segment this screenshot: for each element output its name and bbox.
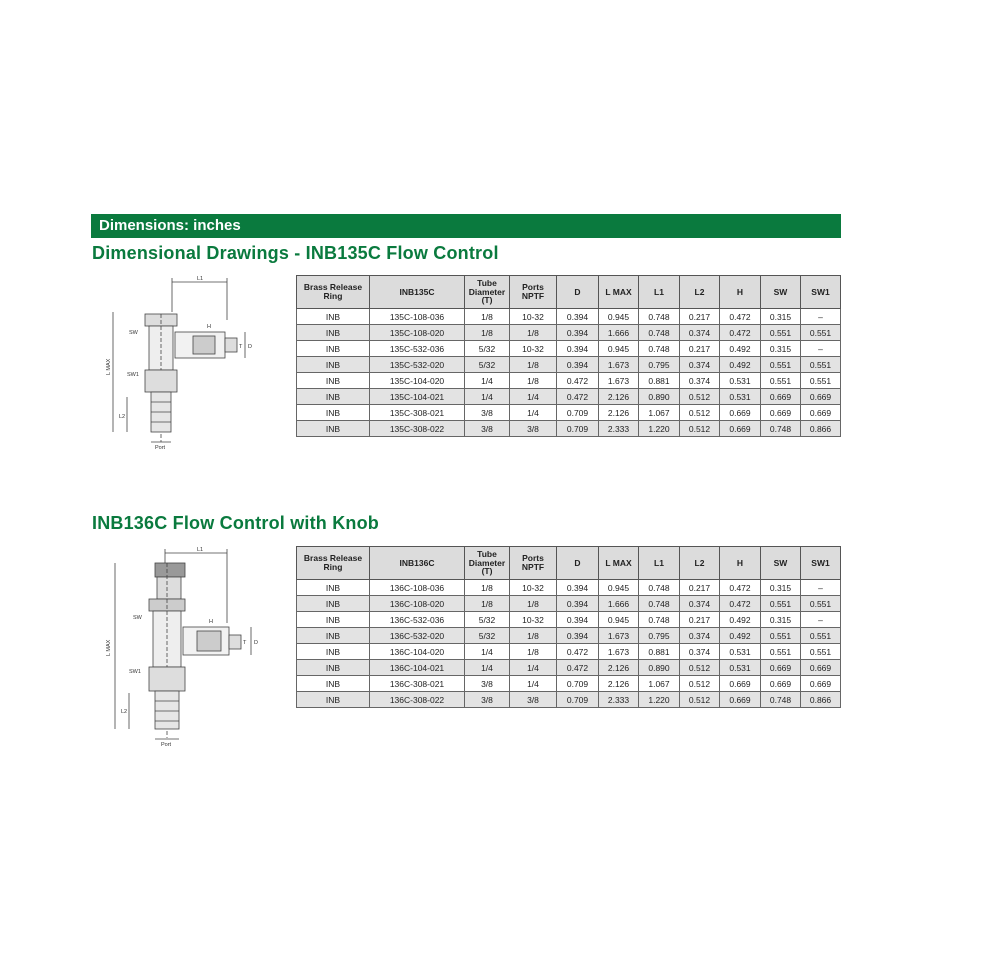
table-cell: 136C-308-022 [370, 692, 465, 708]
drawing-label-l2: L2 [121, 709, 128, 715]
table-cell: 0.472 [720, 596, 761, 612]
table-cell: 136C-104-020 [370, 644, 465, 660]
table-cell: 0.531 [720, 644, 761, 660]
table-row [297, 596, 841, 612]
table-cell: 3/8 [465, 421, 510, 437]
table-cell: 0.472 [720, 580, 761, 596]
table-header-row [297, 547, 841, 580]
table-cell: 0.669 [801, 660, 841, 676]
table-cell: 0.492 [720, 341, 761, 357]
table-row [297, 612, 841, 628]
table-cell: 136C-532-036 [370, 612, 465, 628]
table-cell: 1/8 [510, 325, 557, 341]
table-cell: 2.126 [599, 676, 639, 692]
table-cell: INB [297, 580, 370, 596]
table-row [297, 325, 841, 341]
table-cell: 1.220 [639, 421, 680, 437]
table-cell: INB [297, 628, 370, 644]
table-cell: 0.374 [680, 373, 720, 389]
table-cell: 0.472 [557, 660, 599, 676]
table-cell: 0.551 [761, 357, 801, 373]
table-cell: 0.795 [639, 357, 680, 373]
table-cell: 135C-104-020 [370, 373, 465, 389]
drawing-label-d: D [254, 640, 258, 646]
table-cell: 0.748 [639, 325, 680, 341]
drawing-label-sw: SW [133, 615, 142, 621]
drawing-label-l2: L2 [119, 414, 126, 420]
drawing-label-lmax: L MAX [106, 358, 112, 375]
table-cell: 136C-108-020 [370, 596, 465, 612]
table-cell: 0.748 [761, 421, 801, 437]
inb136c-drawing [105, 543, 270, 753]
column-header: Ports NPTF [510, 276, 557, 309]
drawing-label-lmax: L MAX [106, 639, 112, 656]
table-cell: 0.512 [680, 405, 720, 421]
table-cell: 5/32 [465, 612, 510, 628]
drawing-label-l1: L1 [197, 276, 204, 282]
table-cell: 0.374 [680, 596, 720, 612]
table-cell: 0.748 [639, 596, 680, 612]
column-header: Ports NPTF [510, 547, 557, 580]
drawing-label-l1: L1 [197, 547, 204, 553]
column-header: SW [761, 276, 801, 309]
table-cell: 3/8 [465, 405, 510, 421]
table-cell: 135C-108-036 [370, 309, 465, 325]
table-cell: 0.394 [557, 357, 599, 373]
table-cell: 10-32 [510, 612, 557, 628]
table-cell: INB [297, 373, 370, 389]
table-cell: 2.126 [599, 389, 639, 405]
table-cell: 1/4 [510, 676, 557, 692]
table-cell: 0.551 [761, 325, 801, 341]
table-cell: 0.315 [761, 612, 801, 628]
table-cell: 0.512 [680, 421, 720, 437]
drawing-label-h: H [209, 619, 213, 625]
table-cell: INB [297, 389, 370, 405]
inb136c-dimension-table [296, 546, 841, 708]
table-cell: 1/4 [510, 660, 557, 676]
table-cell: 1/8 [510, 644, 557, 660]
table-cell: 0.669 [720, 676, 761, 692]
table-cell: 0.217 [680, 612, 720, 628]
table-cell: INB [297, 341, 370, 357]
table-cell: 0.748 [639, 309, 680, 325]
table-cell: 0.512 [680, 660, 720, 676]
column-header: D [557, 276, 599, 309]
table-row [297, 357, 841, 373]
table-cell: 0.945 [599, 580, 639, 596]
table-cell: 0.394 [557, 309, 599, 325]
table-cell: – [801, 580, 841, 596]
table-cell: 0.315 [761, 309, 801, 325]
table-cell: 1/4 [465, 389, 510, 405]
table-cell: – [801, 309, 841, 325]
column-header: SW [761, 547, 801, 580]
table-cell: 0.890 [639, 660, 680, 676]
table-cell: 2.333 [599, 421, 639, 437]
section-title-inb135c: Dimensional Drawings - INB135C Flow Control [92, 243, 499, 263]
table-cell: 5/32 [465, 628, 510, 644]
table-cell: 1/4 [510, 389, 557, 405]
table-cell: 0.748 [639, 341, 680, 357]
table-cell: 0.374 [680, 628, 720, 644]
table-cell: 0.472 [720, 325, 761, 341]
table-cell: 0.374 [680, 644, 720, 660]
table-cell: 1.067 [639, 676, 680, 692]
table-cell: 0.394 [557, 628, 599, 644]
column-header: L2 [680, 547, 720, 580]
table-row [297, 580, 841, 596]
table-cell: INB [297, 596, 370, 612]
table-cell: 0.472 [557, 644, 599, 660]
inb135c-drawing [105, 272, 270, 457]
column-header: Brass Release Ring [297, 547, 370, 580]
column-header: H [720, 276, 761, 309]
table-cell: 0.709 [557, 676, 599, 692]
table-cell: 0.669 [720, 405, 761, 421]
table-cell: 0.669 [720, 421, 761, 437]
column-header: Brass Release Ring [297, 276, 370, 309]
table-cell: 135C-104-021 [370, 389, 465, 405]
table-cell: 0.551 [761, 628, 801, 644]
table-cell: 135C-308-022 [370, 421, 465, 437]
table-cell: 0.709 [557, 405, 599, 421]
table-cell: 0.669 [761, 405, 801, 421]
table-cell: INB [297, 644, 370, 660]
table-cell: 1.673 [599, 357, 639, 373]
table-row [297, 676, 841, 692]
drawing-label-h: H [207, 324, 211, 330]
table-row [297, 309, 841, 325]
table-cell: 2.333 [599, 692, 639, 708]
table-cell: INB [297, 309, 370, 325]
units-banner: Dimensions: inches [91, 214, 841, 238]
table-cell: 0.669 [801, 389, 841, 405]
table-cell: 0.472 [720, 309, 761, 325]
table-cell: 1/8 [510, 628, 557, 644]
table-cell: – [801, 612, 841, 628]
table-cell: 0.394 [557, 612, 599, 628]
table-cell: 1/8 [510, 596, 557, 612]
table-cell: 0.669 [720, 692, 761, 708]
table-cell: 0.748 [639, 612, 680, 628]
table-cell: 0.551 [801, 325, 841, 341]
drawing-label-sw: SW [129, 330, 138, 336]
table-row [297, 692, 841, 708]
table-cell: 3/8 [465, 692, 510, 708]
drawing-label-d: D [248, 344, 252, 350]
table-cell: 1/8 [465, 580, 510, 596]
table-cell: 0.374 [680, 357, 720, 373]
table-cell: 0.394 [557, 596, 599, 612]
table-cell: 0.866 [801, 692, 841, 708]
table-cell: 0.551 [761, 373, 801, 389]
table-cell: 0.512 [680, 692, 720, 708]
table-cell: INB [297, 612, 370, 628]
table-cell: 1.673 [599, 644, 639, 660]
table-cell: 136C-104-021 [370, 660, 465, 676]
table-cell: 2.126 [599, 405, 639, 421]
column-header: L2 [680, 276, 720, 309]
column-header: L1 [639, 547, 680, 580]
table-row [297, 405, 841, 421]
table-cell: 0.551 [761, 644, 801, 660]
table-cell: 5/32 [465, 357, 510, 373]
table-cell: 135C-108-020 [370, 325, 465, 341]
table-row [297, 421, 841, 437]
table-cell: 136C-532-020 [370, 628, 465, 644]
table-cell: 0.945 [599, 341, 639, 357]
table-cell: 0.472 [557, 389, 599, 405]
table-cell: 1.673 [599, 628, 639, 644]
table-header-row [297, 276, 841, 309]
table-cell: 136C-108-036 [370, 580, 465, 596]
table-row [297, 341, 841, 357]
table-cell: 10-32 [510, 341, 557, 357]
table-cell: 0.551 [801, 644, 841, 660]
table-cell: INB [297, 421, 370, 437]
column-header: SW1 [801, 276, 841, 309]
section-title-inb136c: INB136C Flow Control with Knob [92, 513, 379, 533]
table-cell: 0.492 [720, 357, 761, 373]
table-cell: 0.394 [557, 580, 599, 596]
table-row [297, 660, 841, 676]
table-cell: 1/8 [465, 596, 510, 612]
table-cell: 1/8 [465, 325, 510, 341]
table-cell: 10-32 [510, 580, 557, 596]
table-cell: 0.709 [557, 421, 599, 437]
table-cell: 1/8 [465, 309, 510, 325]
table-cell: 0.551 [761, 596, 801, 612]
table-cell: 1/4 [465, 644, 510, 660]
table-cell: 5/32 [465, 341, 510, 357]
table-cell: 0.315 [761, 580, 801, 596]
table-cell: 2.126 [599, 660, 639, 676]
drawing-label-port: Port [155, 445, 166, 451]
table-cell: 0.669 [761, 660, 801, 676]
table-cell: 0.881 [639, 644, 680, 660]
drawing-label-t: T [243, 640, 247, 646]
column-header: SW1 [801, 547, 841, 580]
table-cell: 0.512 [680, 389, 720, 405]
column-header: Tube Diameter (T) [465, 547, 510, 580]
table-cell: 1.666 [599, 596, 639, 612]
table-cell: INB [297, 660, 370, 676]
table-cell: 1.220 [639, 692, 680, 708]
table-cell: INB [297, 405, 370, 421]
column-header: D [557, 547, 599, 580]
table-cell: 136C-308-021 [370, 676, 465, 692]
drawing-label-t: T [239, 344, 243, 350]
drawing-label-port: Port [161, 742, 172, 748]
table-cell: 0.472 [557, 373, 599, 389]
column-header: L MAX [599, 276, 639, 309]
table-cell: 0.669 [801, 405, 841, 421]
table-cell: 0.551 [801, 628, 841, 644]
table-cell: INB [297, 676, 370, 692]
table-cell: 0.748 [761, 692, 801, 708]
table-cell: 0.669 [761, 389, 801, 405]
table-cell: 0.394 [557, 341, 599, 357]
table-cell: 0.551 [801, 357, 841, 373]
table-cell: INB [297, 692, 370, 708]
table-cell: 0.669 [761, 676, 801, 692]
table-row [297, 628, 841, 644]
table-cell: 0.881 [639, 373, 680, 389]
table-cell: 1.666 [599, 325, 639, 341]
table-cell: 0.709 [557, 692, 599, 708]
table-cell: 0.945 [599, 612, 639, 628]
drawing-label-sw1: SW1 [129, 669, 141, 675]
table-cell: 0.531 [720, 373, 761, 389]
column-header: INB136C [370, 547, 465, 580]
column-header: INB135C [370, 276, 465, 309]
table-cell: 0.217 [680, 309, 720, 325]
table-cell: 0.492 [720, 612, 761, 628]
inb135c-dimension-table [296, 275, 841, 437]
column-header: H [720, 547, 761, 580]
table-cell: 0.492 [720, 628, 761, 644]
table-cell: 0.866 [801, 421, 841, 437]
table-cell: 0.551 [801, 596, 841, 612]
table-cell: 1.067 [639, 405, 680, 421]
table-cell: 135C-308-021 [370, 405, 465, 421]
table-cell: 10-32 [510, 309, 557, 325]
table-row [297, 644, 841, 660]
table-cell: 0.394 [557, 325, 599, 341]
column-header: L1 [639, 276, 680, 309]
table-cell: 135C-532-036 [370, 341, 465, 357]
table-row [297, 373, 841, 389]
table-cell: 0.551 [801, 373, 841, 389]
table-cell: 3/8 [465, 676, 510, 692]
table-cell: 0.374 [680, 325, 720, 341]
table-row [297, 389, 841, 405]
table-cell: 1/8 [510, 357, 557, 373]
table-cell: 0.669 [801, 676, 841, 692]
table-cell: 0.217 [680, 341, 720, 357]
table-cell: 135C-532-020 [370, 357, 465, 373]
table-cell: 0.315 [761, 341, 801, 357]
table-cell: 0.795 [639, 628, 680, 644]
table-cell: 0.945 [599, 309, 639, 325]
table-cell: INB [297, 357, 370, 373]
drawing-label-sw1: SW1 [127, 372, 139, 378]
table-cell: 3/8 [510, 421, 557, 437]
table-cell: – [801, 341, 841, 357]
table-cell: 0.531 [720, 389, 761, 405]
table-cell: 0.531 [720, 660, 761, 676]
column-header: L MAX [599, 547, 639, 580]
table-cell: INB [297, 325, 370, 341]
table-cell: 0.748 [639, 580, 680, 596]
table-cell: 1/4 [510, 405, 557, 421]
table-cell: 0.512 [680, 676, 720, 692]
table-cell: 3/8 [510, 692, 557, 708]
table-cell: 1/8 [510, 373, 557, 389]
table-cell: 1/4 [465, 660, 510, 676]
column-header: Tube Diameter (T) [465, 276, 510, 309]
table-cell: 1/4 [465, 373, 510, 389]
table-cell: 0.890 [639, 389, 680, 405]
table-cell: 1.673 [599, 373, 639, 389]
table-cell: 0.217 [680, 580, 720, 596]
